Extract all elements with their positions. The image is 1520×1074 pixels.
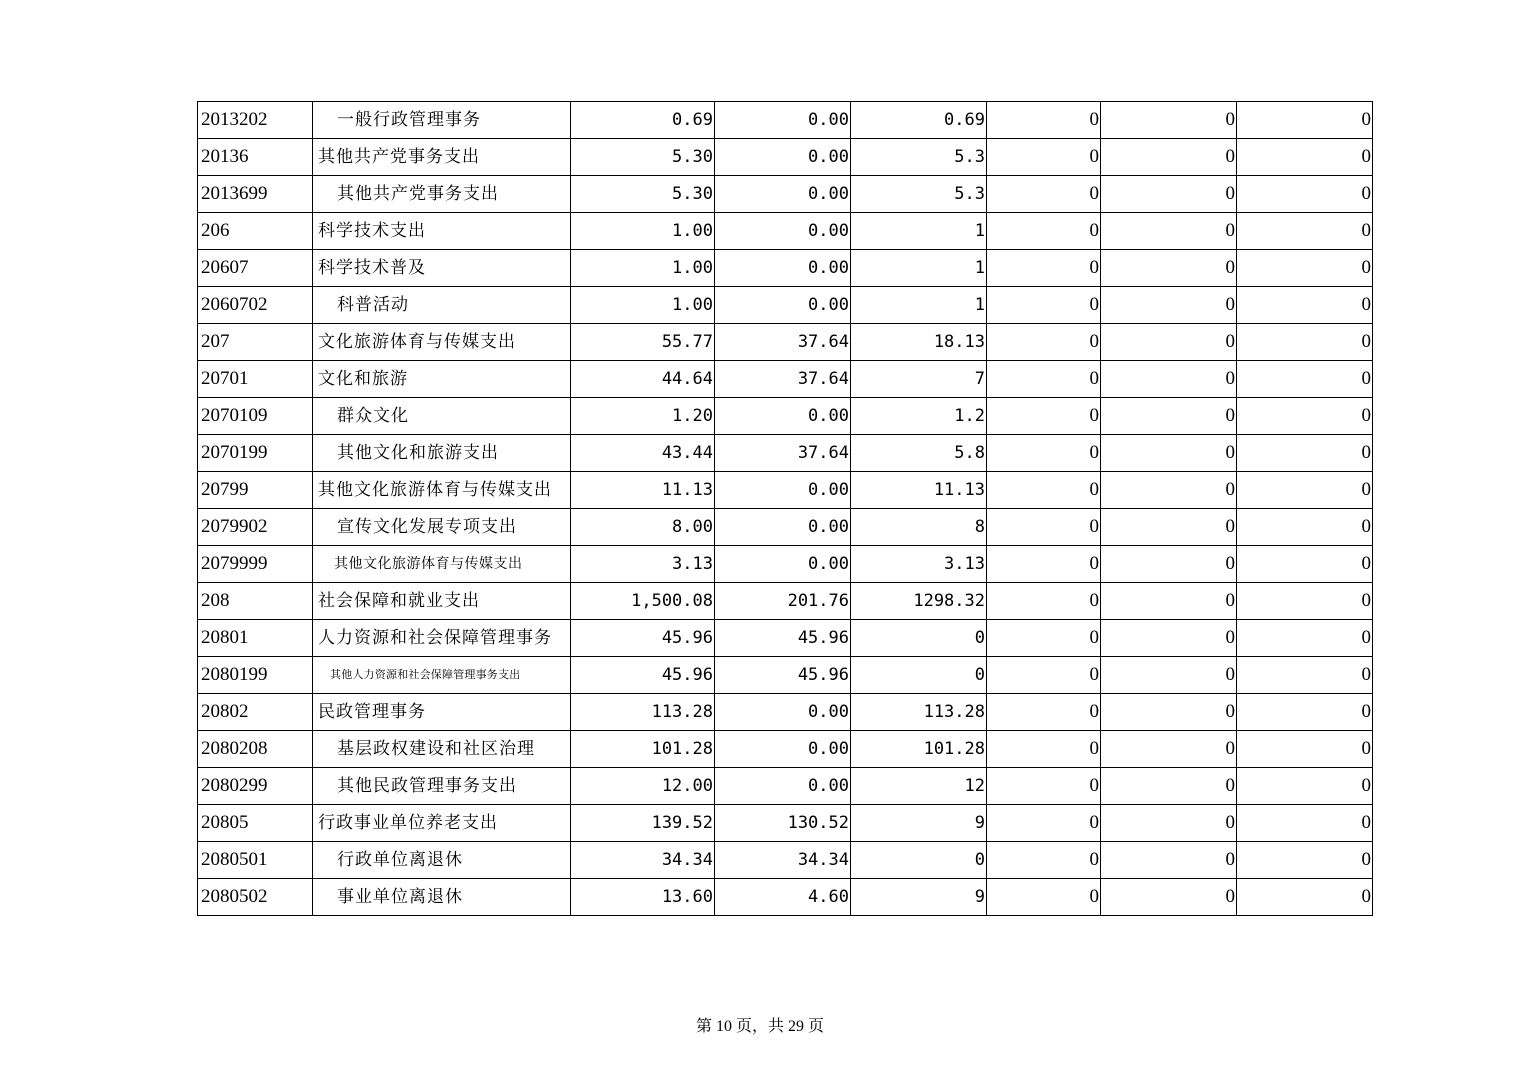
amount-cell: 0	[1101, 842, 1237, 879]
table-row	[198, 250, 1373, 287]
amount-cell: 45.96	[571, 657, 715, 694]
table-row	[198, 324, 1373, 361]
amount-cell: 0	[1101, 657, 1237, 694]
table-row	[198, 472, 1373, 509]
amount-cell: 0.69	[571, 102, 715, 139]
amount-cell: 0	[1237, 213, 1373, 250]
amount-cell: 0	[1101, 361, 1237, 398]
amount-cell: 0	[1237, 472, 1373, 509]
subject-code-cell: 20801	[198, 620, 313, 657]
amount-cell: 13.60	[571, 879, 715, 916]
subject-code-cell: 206	[198, 213, 313, 250]
subject-code-cell: 2079999	[198, 546, 313, 583]
amount-cell: 0	[1237, 805, 1373, 842]
subject-code-cell: 207	[198, 324, 313, 361]
amount-cell: 55.77	[571, 324, 715, 361]
amount-cell: 0	[987, 139, 1101, 176]
amount-cell: 45.96	[715, 620, 851, 657]
amount-cell: 9	[851, 805, 987, 842]
amount-cell: 37.64	[715, 361, 851, 398]
amount-cell: 37.64	[715, 435, 851, 472]
amount-cell: 0	[1237, 398, 1373, 435]
amount-cell: 0	[987, 250, 1101, 287]
amount-cell: 0	[1237, 435, 1373, 472]
table-row	[198, 768, 1373, 805]
amount-cell: 0	[1237, 879, 1373, 916]
subject-code-cell: 2080299	[198, 768, 313, 805]
subject-code-cell: 2060702	[198, 287, 313, 324]
amount-cell: 0	[1237, 287, 1373, 324]
amount-cell: 0	[851, 842, 987, 879]
amount-cell: 0	[1237, 139, 1373, 176]
subject-code-cell: 208	[198, 583, 313, 620]
amount-cell: 34.34	[715, 842, 851, 879]
amount-cell: 0.00	[715, 472, 851, 509]
amount-cell: 5.3	[851, 176, 987, 213]
table-row	[198, 102, 1373, 139]
amount-cell: 37.64	[715, 324, 851, 361]
subject-name-cell: 行政单位离退休	[313, 842, 571, 879]
amount-cell: 1.00	[571, 287, 715, 324]
amount-cell: 5.3	[851, 139, 987, 176]
subject-code-cell: 2080199	[198, 657, 313, 694]
amount-cell: 45.96	[571, 620, 715, 657]
subject-name-cell: 宣传文化发展专项支出	[313, 509, 571, 546]
amount-cell: 139.52	[571, 805, 715, 842]
amount-cell: 0	[987, 398, 1101, 435]
amount-cell: 0	[1101, 768, 1237, 805]
table-row	[198, 731, 1373, 768]
subject-name-cell: 行政事业单位养老支出	[313, 805, 571, 842]
table-row	[198, 213, 1373, 250]
amount-cell: 0	[987, 435, 1101, 472]
amount-cell: 0	[1101, 324, 1237, 361]
amount-cell: 0	[1101, 139, 1237, 176]
amount-cell: 1	[851, 213, 987, 250]
amount-cell: 0.00	[715, 694, 851, 731]
table-row	[198, 139, 1373, 176]
amount-cell: 0	[1237, 583, 1373, 620]
amount-cell: 0	[1237, 657, 1373, 694]
amount-cell: 0	[987, 694, 1101, 731]
amount-cell: 0	[1101, 620, 1237, 657]
amount-cell: 0	[1237, 620, 1373, 657]
amount-cell: 0.69	[851, 102, 987, 139]
amount-cell: 0	[1237, 731, 1373, 768]
amount-cell: 8.00	[571, 509, 715, 546]
subject-name-cell: 社会保障和就业支出	[313, 583, 571, 620]
amount-cell: 130.52	[715, 805, 851, 842]
budget-table	[197, 101, 1373, 916]
amount-cell: 0	[987, 324, 1101, 361]
amount-cell: 0.00	[715, 287, 851, 324]
amount-cell: 0	[987, 213, 1101, 250]
amount-cell: 0	[1237, 361, 1373, 398]
amount-cell: 0	[987, 176, 1101, 213]
amount-cell: 113.28	[851, 694, 987, 731]
amount-cell: 0	[851, 657, 987, 694]
amount-cell: 0.00	[715, 176, 851, 213]
amount-cell: 0	[1237, 250, 1373, 287]
amount-cell: 0	[1237, 176, 1373, 213]
subject-name-cell: 科学技术普及	[313, 250, 571, 287]
subject-name-cell: 民政管理事务	[313, 694, 571, 731]
subject-name-cell: 文化和旅游	[313, 361, 571, 398]
table-row	[198, 398, 1373, 435]
amount-cell: 0	[1237, 768, 1373, 805]
subject-name-cell: 一般行政管理事务	[313, 102, 571, 139]
subject-code-cell: 2070199	[198, 435, 313, 472]
subject-name-cell: 文化旅游体育与传媒支出	[313, 324, 571, 361]
amount-cell: 0	[1237, 102, 1373, 139]
amount-cell: 0.00	[715, 546, 851, 583]
table-row	[198, 842, 1373, 879]
amount-cell: 1,500.08	[571, 583, 715, 620]
subject-code-cell: 20805	[198, 805, 313, 842]
subject-name-cell: 事业单位离退休	[313, 879, 571, 916]
amount-cell: 45.96	[715, 657, 851, 694]
amount-cell: 101.28	[571, 731, 715, 768]
amount-cell: 0.00	[715, 398, 851, 435]
amount-cell: 0.00	[715, 139, 851, 176]
amount-cell: 0	[987, 879, 1101, 916]
amount-cell: 11.13	[851, 472, 987, 509]
subject-code-cell: 2013699	[198, 176, 313, 213]
subject-code-cell: 2080502	[198, 879, 313, 916]
amount-cell: 0	[987, 731, 1101, 768]
amount-cell: 0	[1101, 805, 1237, 842]
table-row	[198, 287, 1373, 324]
amount-cell: 0	[1101, 546, 1237, 583]
table-row	[198, 583, 1373, 620]
amount-cell: 3.13	[851, 546, 987, 583]
amount-cell: 43.44	[571, 435, 715, 472]
subject-name-cell: 其他文化旅游体育与传媒支出	[313, 472, 571, 509]
subject-code-cell: 2080208	[198, 731, 313, 768]
amount-cell: 12	[851, 768, 987, 805]
table-row	[198, 620, 1373, 657]
subject-name-cell: 其他共产党事务支出	[313, 176, 571, 213]
amount-cell: 0	[1101, 213, 1237, 250]
amount-cell: 0	[987, 842, 1101, 879]
table-row	[198, 657, 1373, 694]
amount-cell: 0	[987, 509, 1101, 546]
amount-cell: 0	[1237, 842, 1373, 879]
subject-code-cell: 2080501	[198, 842, 313, 879]
amount-cell: 0	[1237, 324, 1373, 361]
amount-cell: 0	[1101, 509, 1237, 546]
subject-name-cell: 科普活动	[313, 287, 571, 324]
amount-cell: 0	[1101, 176, 1237, 213]
amount-cell: 0.00	[715, 731, 851, 768]
subject-code-cell: 2079902	[198, 509, 313, 546]
amount-cell: 0	[1101, 472, 1237, 509]
amount-cell: 5.30	[571, 176, 715, 213]
amount-cell: 1.20	[571, 398, 715, 435]
amount-cell: 44.64	[571, 361, 715, 398]
amount-cell: 0	[1101, 694, 1237, 731]
amount-cell: 0	[987, 287, 1101, 324]
amount-cell: 0	[987, 102, 1101, 139]
subject-name-cell: 其他人力资源和社会保障管理事务支出	[313, 657, 571, 694]
amount-cell: 0	[987, 472, 1101, 509]
subject-code-cell: 20799	[198, 472, 313, 509]
subject-code-cell: 20701	[198, 361, 313, 398]
page-footer: 第 10 页，共 29 页	[695, 1018, 824, 1035]
amount-cell: 1	[851, 287, 987, 324]
amount-cell: 0	[1101, 583, 1237, 620]
amount-cell: 0	[1101, 287, 1237, 324]
amount-cell: 0	[987, 620, 1101, 657]
subject-code-cell: 2013202	[198, 102, 313, 139]
amount-cell: 0	[1101, 102, 1237, 139]
table-row	[198, 176, 1373, 213]
amount-cell: 0.00	[715, 250, 851, 287]
subject-name-cell: 人力资源和社会保障管理事务	[313, 620, 571, 657]
subject-code-cell: 20607	[198, 250, 313, 287]
amount-cell: 0	[987, 583, 1101, 620]
table-row	[198, 435, 1373, 472]
amount-cell: 0.00	[715, 213, 851, 250]
table-row	[198, 509, 1373, 546]
subject-name-cell: 其他民政管理事务支出	[313, 768, 571, 805]
amount-cell: 0	[987, 805, 1101, 842]
amount-cell: 9	[851, 879, 987, 916]
amount-cell: 0	[987, 361, 1101, 398]
amount-cell: 0	[1237, 694, 1373, 731]
amount-cell: 4.60	[715, 879, 851, 916]
subject-code-cell: 20136	[198, 139, 313, 176]
amount-cell: 0.00	[715, 102, 851, 139]
amount-cell: 8	[851, 509, 987, 546]
amount-cell: 0.00	[715, 509, 851, 546]
amount-cell: 0.00	[715, 768, 851, 805]
subject-name-cell: 科学技术支出	[313, 213, 571, 250]
table-row	[198, 546, 1373, 583]
amount-cell: 201.76	[715, 583, 851, 620]
amount-cell: 0	[1101, 879, 1237, 916]
amount-cell: 0	[1101, 435, 1237, 472]
subject-code-cell: 20802	[198, 694, 313, 731]
amount-cell: 34.34	[571, 842, 715, 879]
amount-cell: 113.28	[571, 694, 715, 731]
subject-name-cell: 其他文化旅游体育与传媒支出	[313, 546, 571, 583]
subject-name-cell: 基层政权建设和社区治理	[313, 731, 571, 768]
amount-cell: 1298.32	[851, 583, 987, 620]
amount-cell: 101.28	[851, 731, 987, 768]
amount-cell: 7	[851, 361, 987, 398]
amount-cell: 1.00	[571, 213, 715, 250]
table-row	[198, 805, 1373, 842]
amount-cell: 3.13	[571, 546, 715, 583]
table-row	[198, 879, 1373, 916]
subject-name-cell: 群众文化	[313, 398, 571, 435]
subject-name-cell: 其他共产党事务支出	[313, 139, 571, 176]
amount-cell: 0	[1101, 398, 1237, 435]
amount-cell: 0	[987, 657, 1101, 694]
table-row	[198, 361, 1373, 398]
amount-cell: 0	[1237, 546, 1373, 583]
amount-cell: 1.00	[571, 250, 715, 287]
amount-cell: 0	[1237, 509, 1373, 546]
subject-code-cell: 2070109	[198, 398, 313, 435]
subject-name-cell: 其他文化和旅游支出	[313, 435, 571, 472]
amount-cell: 0	[1101, 731, 1237, 768]
amount-cell: 0	[851, 620, 987, 657]
amount-cell: 1	[851, 250, 987, 287]
table-row	[198, 694, 1373, 731]
amount-cell: 0	[987, 546, 1101, 583]
amount-cell: 12.00	[571, 768, 715, 805]
amount-cell: 1.2	[851, 398, 987, 435]
amount-cell: 0	[987, 768, 1101, 805]
amount-cell: 5.8	[851, 435, 987, 472]
table-body	[198, 102, 1373, 916]
amount-cell: 0	[1101, 250, 1237, 287]
amount-cell: 18.13	[851, 324, 987, 361]
amount-cell: 5.30	[571, 139, 715, 176]
amount-cell: 11.13	[571, 472, 715, 509]
